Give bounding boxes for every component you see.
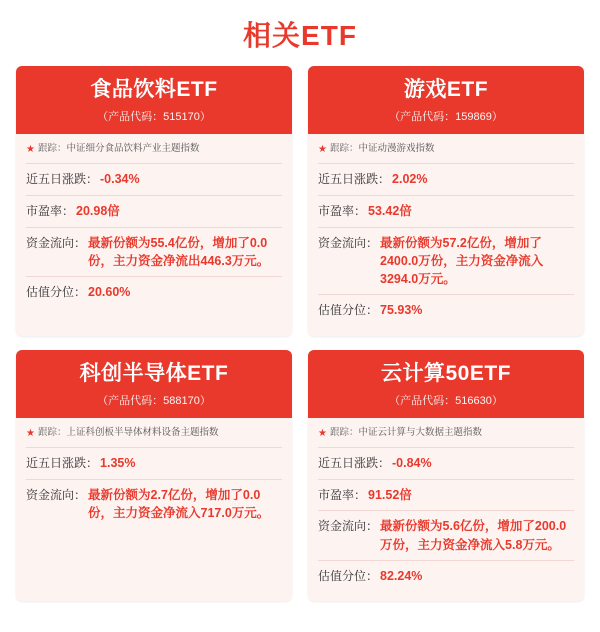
etf-code	[314, 108, 578, 124]
flow-value: 最新份额为57.2亿份，增加了2400.0万份，主力资金净流入3294.0万元。	[380, 235, 544, 286]
flow-row	[318, 511, 574, 560]
code-suffix: ）	[199, 394, 211, 407]
track-label: 跟踪：	[329, 143, 359, 155]
star-icon: ★	[26, 427, 35, 439]
flow-label: 资金流向：	[318, 519, 379, 534]
etf-card-header	[16, 66, 292, 134]
five-day-row	[26, 164, 282, 196]
track-row	[318, 143, 574, 164]
track-value: 中证动漫游戏指数	[358, 143, 435, 155]
etf-code	[22, 392, 286, 408]
valuation-row	[26, 277, 282, 308]
flow-row	[26, 480, 282, 528]
valuation-label: 估值分位：	[318, 303, 379, 318]
etf-card-header	[308, 350, 584, 418]
etf-name: 云计算50ETF	[380, 361, 512, 385]
etf-card[interactable]	[16, 66, 292, 336]
etf-name: 科创半导体ETF	[79, 361, 229, 385]
pe-label: 市盈率：	[318, 203, 367, 218]
flow-row	[26, 228, 282, 277]
etf-card[interactable]	[16, 350, 292, 602]
five-day-row	[318, 164, 574, 196]
track-row	[26, 427, 282, 448]
track-value: 上证科创板半导体材料设备主题指数	[66, 426, 219, 438]
etf-card[interactable]	[308, 66, 584, 336]
code-suffix: ）	[491, 111, 503, 124]
flow-label: 资金流向：	[26, 487, 87, 502]
five-day-label: 近五日涨跌：	[318, 172, 391, 187]
flow-value: 最新份额为55.4亿份，增加了0.0份，主力资金净流出446.3万元。	[88, 235, 270, 268]
etf-code	[22, 108, 286, 124]
track-label: 跟踪：	[37, 426, 67, 438]
star-icon: ★	[318, 427, 327, 439]
star-icon: ★	[26, 144, 35, 156]
page-title: 相关ETF	[243, 20, 357, 51]
pe-label: 市盈率：	[26, 203, 75, 218]
valuation-label: 估值分位：	[26, 284, 87, 299]
pe-value: 20.98倍	[76, 203, 120, 218]
track-value: 中证细分食品饮料产业主题指数	[66, 143, 200, 155]
valuation-value: 75.93%	[380, 303, 423, 318]
star-icon: ★	[318, 144, 327, 156]
flow-value: 最新份额为5.6亿份，增加了200.0万份，主力资金净流入5.8万元。	[380, 519, 567, 552]
code-prefix: （产品代码：	[97, 111, 164, 124]
code-prefix: （产品代码：	[97, 394, 164, 407]
code-suffix: ）	[199, 111, 211, 124]
etf-card-header	[308, 66, 584, 134]
flow-label: 资金流向：	[318, 235, 379, 250]
five-day-value: -0.34%	[100, 172, 140, 187]
valuation-label: 估值分位：	[318, 568, 379, 583]
etf-name: 食品饮料ETF	[90, 78, 218, 101]
five-day-value: 1.35%	[100, 455, 136, 470]
flow-value: 最新份额为2.7亿份，增加了0.0份，主力资金净流入717.0万元。	[88, 487, 270, 520]
five-day-label: 近五日涨跌：	[26, 172, 99, 187]
pe-value: 53.42倍	[368, 203, 412, 218]
valuation-value: 20.60%	[88, 284, 131, 299]
etf-card-header	[16, 350, 292, 418]
code-prefix: （产品代码：	[389, 394, 456, 407]
pe-value: 91.52倍	[368, 487, 412, 502]
code-value: 159869	[455, 111, 492, 124]
etf-name: 游戏ETF	[403, 78, 489, 101]
pe-label: 市盈率：	[318, 487, 367, 502]
code-value: 515170	[163, 111, 200, 124]
etf-card-body	[308, 418, 584, 602]
five-day-value: 2.02%	[392, 172, 428, 187]
valuation-row	[318, 295, 574, 326]
code-value: 516630	[455, 394, 492, 407]
etf-card-body	[308, 134, 584, 336]
track-label: 跟踪：	[329, 426, 359, 438]
flow-row	[318, 228, 574, 295]
code-suffix: ）	[491, 394, 503, 407]
five-day-label: 近五日涨跌：	[318, 455, 391, 470]
five-day-row	[26, 448, 282, 480]
track-row	[318, 427, 574, 448]
track-row	[26, 143, 282, 164]
track-label: 跟踪：	[37, 143, 67, 155]
etf-card-body	[16, 418, 292, 602]
five-day-label: 近五日涨跌：	[26, 455, 99, 470]
five-day-row	[318, 448, 574, 480]
etf-card-body	[16, 134, 292, 336]
pe-row	[26, 196, 282, 228]
pe-row	[318, 196, 574, 228]
flow-label: 资金流向：	[26, 235, 87, 250]
etf-card-grid	[0, 66, 600, 601]
valuation-row	[318, 561, 574, 592]
track-value: 中证云计算与大数据主题指数	[358, 426, 482, 438]
valuation-value: 82.24%	[380, 568, 423, 583]
five-day-value: -0.84%	[392, 455, 432, 470]
pe-row	[318, 480, 574, 512]
code-value: 588170	[163, 394, 200, 407]
etf-code	[314, 392, 578, 408]
code-prefix: （产品代码：	[389, 111, 456, 124]
etf-card[interactable]	[308, 350, 584, 602]
